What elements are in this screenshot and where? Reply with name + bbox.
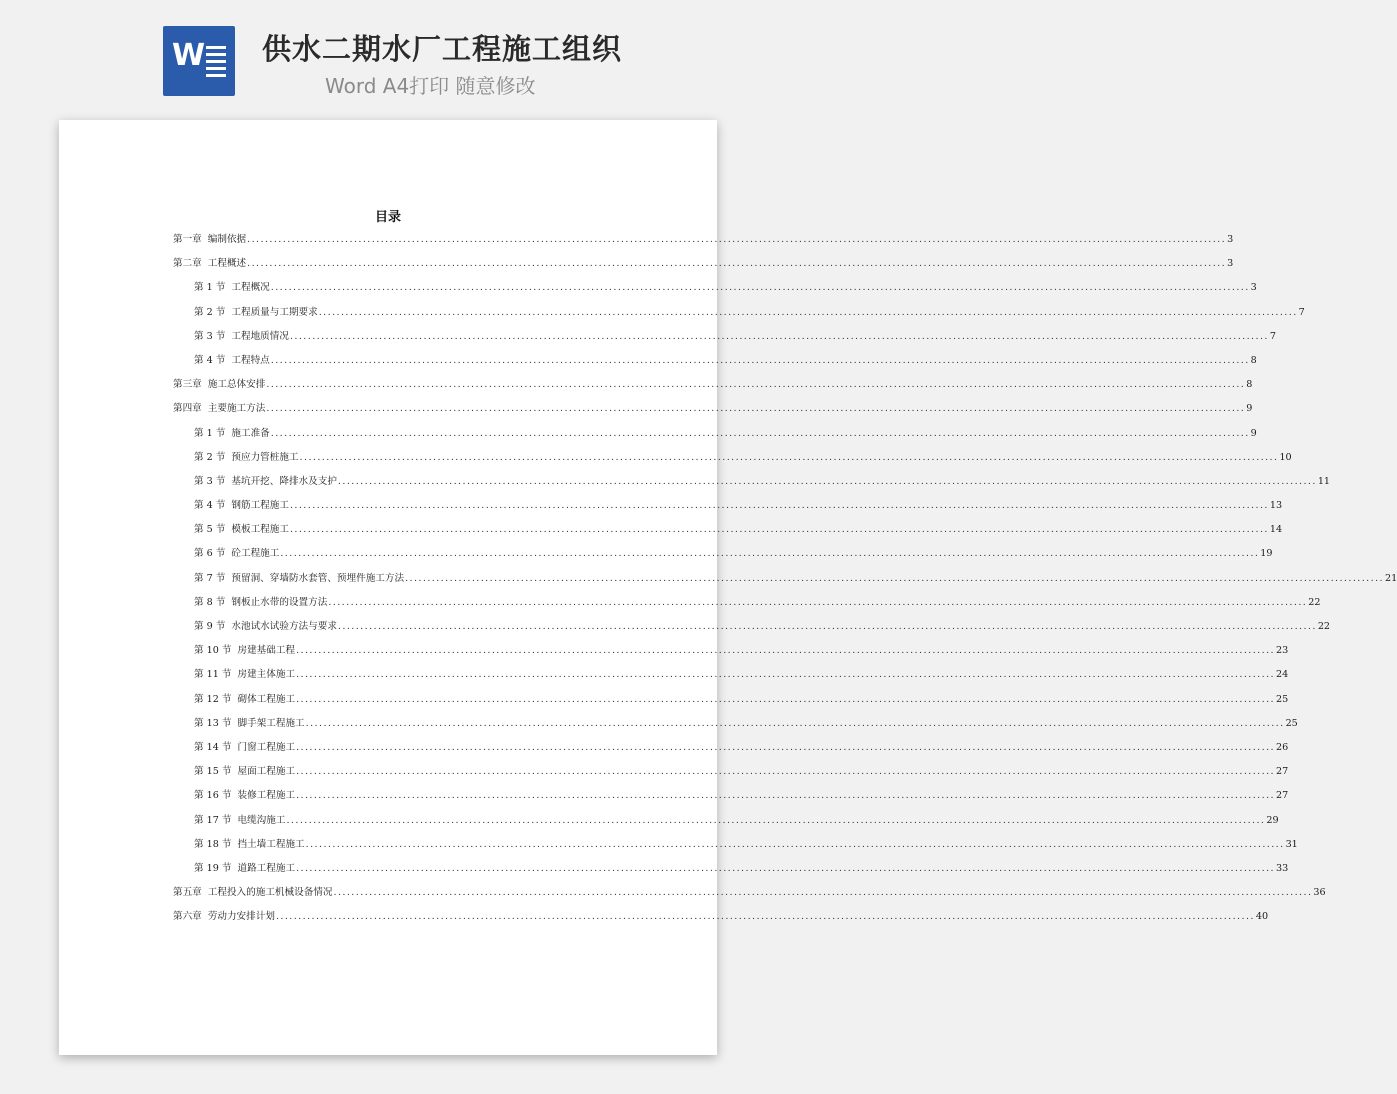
- toc-entry[interactable]: [173, 425, 1257, 449]
- toc-entry-number: 第 15 节: [194, 766, 232, 778]
- toc-entry-number: 第 2 节: [194, 451, 226, 463]
- toc-entry-label: [194, 328, 289, 342]
- toc-entry-number: 第 4 节: [194, 500, 226, 512]
- toc-entry[interactable]: [173, 352, 1257, 376]
- toc-entry-page-number: 22: [1317, 621, 1331, 632]
- toc-leader-dots: ............................................................................................................................................................................................................................: [289, 330, 1269, 342]
- toc-leader-dots: ............................................................................................................................................................................................................................: [270, 427, 1250, 439]
- toc-leader-dots: ............................................................................................................................................................................................................................: [405, 572, 1384, 584]
- toc-entry[interactable]: [173, 739, 1289, 763]
- toc-entry-label: [173, 400, 265, 414]
- toc-entry-label: [173, 376, 265, 390]
- toc-entry-title: 工程投入的施工机械设备情况: [207, 887, 333, 899]
- toc-leader-dots: ............................................................................................................................................................................................................................: [266, 379, 1246, 391]
- toc-leader-dots: ............................................................................................................................................................................................................................: [296, 790, 1275, 802]
- toc-entry-number: 第二章: [173, 258, 202, 270]
- toc-entry-label: [194, 642, 295, 656]
- toc-entry-title: 预应力管桩施工: [231, 451, 299, 463]
- toc-entry-title: 模板工程施工: [231, 524, 289, 536]
- toc-entry-number: 第 2 节: [194, 306, 226, 318]
- toc-entry-label: [194, 279, 270, 293]
- toc-entry-title: 电缆沟施工: [237, 814, 286, 826]
- toc-entry-label: [194, 666, 295, 680]
- toc-entry-page-number: 29: [1266, 814, 1279, 826]
- toc-entry-page-number: 31: [1285, 838, 1298, 850]
- toc-entry[interactable]: [173, 691, 1289, 715]
- table-of-contents: [173, 231, 1397, 932]
- toc-entry-label: [194, 449, 299, 463]
- toc-entry[interactable]: [173, 279, 1257, 303]
- toc-entry-number: 第 14 节: [194, 741, 232, 753]
- toc-entry-title: 工程概况: [231, 282, 270, 294]
- toc-entry-number: 第一章: [173, 234, 202, 245]
- toc-entry[interactable]: [173, 255, 1234, 279]
- toc-entry-number: 第 12 节: [194, 693, 232, 705]
- toc-entry-title: 门窗工程施工: [237, 741, 296, 753]
- toc-leader-dots: ............................................................................................................................................................................................................................: [337, 475, 1317, 487]
- toc-entry[interactable]: [173, 328, 1276, 352]
- toc-entry[interactable]: [173, 642, 1289, 666]
- toc-entry-label: [194, 787, 295, 801]
- toc-entry-label: [194, 860, 295, 874]
- toc-entry-title: 装修工程施工: [237, 790, 296, 802]
- toc-leader-dots: ............................................................................................................................................................................................................................: [289, 500, 1269, 512]
- toc-entry[interactable]: [173, 666, 1289, 690]
- toc-entry[interactable]: [173, 545, 1273, 569]
- toc-entry[interactable]: [173, 594, 1321, 618]
- toc-entry-page-number: 21: [1384, 572, 1397, 584]
- toc-entry-title: 编制依据: [207, 234, 247, 245]
- toc-entry-label: [173, 231, 246, 245]
- toc-entry-label: [173, 884, 333, 898]
- toc-entry-page-number: 7: [1298, 306, 1305, 318]
- toc-leader-dots: ............................................................................................................................................................................................................................: [296, 645, 1275, 657]
- toc-leader-dots: ............................................................................................................................................................................................................................: [247, 234, 1227, 245]
- toc-leader-dots: ............................................................................................................................................................................................................................: [289, 524, 1269, 536]
- toc-entry[interactable]: [173, 763, 1289, 787]
- toc-entry[interactable]: [173, 884, 1326, 908]
- toc-entry-page-number: 3: [1227, 234, 1234, 245]
- toc-entry-title: 道路工程施工: [237, 862, 296, 874]
- toc-entry-number: 第四章: [173, 403, 202, 415]
- document-page: [59, 120, 1397, 1055]
- toc-entry-number: 第 8 节: [194, 596, 226, 608]
- toc-entry-number: 第 9 节: [194, 621, 226, 632]
- toc-entry-page-number: 7: [1269, 330, 1276, 342]
- toc-entry-page-number: 8: [1250, 354, 1257, 366]
- toc-entry-label: [194, 545, 279, 559]
- toc-leader-dots: ............................................................................................................................................................................................................................: [305, 838, 1285, 850]
- toc-entry-label: [194, 352, 270, 366]
- toc-entry-number: 第 13 节: [194, 717, 232, 729]
- toc-leader-dots: ............................................................................................................................................................................................................................: [247, 258, 1227, 270]
- toc-entry-label: [194, 715, 305, 729]
- toc-entry-title: 屋面工程施工: [237, 766, 296, 778]
- toc-entry-label: [194, 594, 327, 608]
- toc-entry-number: 第 6 节: [194, 548, 226, 560]
- toc-entry-page-number: 33: [1275, 862, 1289, 874]
- toc-entry-number: 第 3 节: [194, 475, 226, 487]
- toc-entry-label: [173, 908, 275, 922]
- toc-entry-title: 房建基础工程: [237, 645, 296, 657]
- toc-entry-title: 挡土墙工程施工: [237, 838, 305, 850]
- toc-leader-dots: ............................................................................................................................................................................................................................: [296, 669, 1275, 681]
- toc-leader-dots: ............................................................................................................................................................................................................................: [286, 814, 1266, 826]
- toc-leader-dots: ............................................................................................................................................................................................................................: [296, 693, 1275, 705]
- toc-entry-number: 第 5 节: [194, 524, 226, 536]
- toc-leader-dots: ............................................................................................................................................................................................................................: [296, 741, 1275, 753]
- toc-entry-number: 第 7 节: [194, 572, 226, 584]
- toc-leader-dots: ............................................................................................................................................................................................................................: [305, 717, 1285, 729]
- toc-entry[interactable]: [173, 812, 1279, 836]
- toc-entry-title: 施工总体安排: [207, 379, 266, 391]
- toc-entry-number: 第 17 节: [194, 814, 232, 826]
- toc-entry-page-number: 14: [1269, 524, 1283, 536]
- toc-entry-label: [194, 812, 285, 826]
- toc-entry[interactable]: [173, 715, 1298, 739]
- toc-entry-number: 第六章: [173, 911, 202, 923]
- toc-entry-label: [194, 425, 270, 439]
- toc-entry[interactable]: [173, 400, 1253, 424]
- toc-entry-title: 房建主体施工: [237, 669, 296, 681]
- toc-entry-title: 施工准备: [231, 427, 270, 439]
- toc-leader-dots: ............................................................................................................................................................................................................................: [299, 451, 1279, 463]
- toc-entry-label: [194, 304, 318, 318]
- toc-entry[interactable]: [173, 787, 1289, 811]
- toc-entry-label: [194, 473, 337, 487]
- toc-leader-dots: ............................................................................................................................................................................................................................: [266, 403, 1246, 415]
- toc-entry-page-number: 36: [1313, 887, 1326, 899]
- document-subtitle: Word A4打印 随意修改: [325, 74, 536, 98]
- toc-entry-page-number: 11: [1317, 475, 1331, 487]
- toc-leader-dots: ............................................................................................................................................................................................................................: [318, 306, 1298, 318]
- toc-entry-title: 钢板止水带的设置方法: [231, 596, 328, 608]
- toc-entry-title: 预留洞、穿墙防水套管、预埋件施工方法: [231, 572, 405, 584]
- toc-entry-page-number: 19: [1260, 548, 1273, 560]
- toc-entry-title: 工程特点: [231, 354, 270, 366]
- toc-entry-page-number: 13: [1269, 500, 1283, 512]
- toc-entry[interactable]: [173, 908, 1269, 932]
- toc-entry-label: [173, 255, 246, 269]
- toc-entry-title: 基坑开挖、降排水及支护: [231, 475, 337, 487]
- toc-leader-dots: ............................................................................................................................................................................................................................: [337, 621, 1317, 632]
- toc-entry-page-number: 25: [1275, 693, 1289, 705]
- toc-entry-page-number: 9: [1250, 427, 1257, 439]
- toc-entry-title: 工程地质情况: [231, 330, 289, 342]
- toc-entry-page-number: 22: [1308, 596, 1321, 608]
- toc-heading: 目录: [374, 210, 401, 225]
- toc-entry-label: [194, 691, 295, 705]
- toc-entry-page-number: 9: [1246, 403, 1253, 415]
- toc-entry-number: 第 1 节: [194, 427, 226, 439]
- toc-leader-dots: ............................................................................................................................................................................................................................: [296, 766, 1275, 778]
- toc-entry-number: 第 10 节: [194, 645, 232, 657]
- toc-entry-label: [194, 570, 404, 584]
- toc-entry-label: [194, 618, 337, 632]
- toc-entry[interactable]: [173, 231, 1234, 255]
- toc-entry-label: [194, 763, 295, 777]
- toc-entry[interactable]: [173, 449, 1292, 473]
- toc-entry-label: [194, 836, 305, 850]
- toc-entry-page-number: 3: [1227, 258, 1234, 270]
- toc-entry-page-number: 10: [1279, 451, 1292, 463]
- toc-entry-page-number: 24: [1275, 669, 1289, 681]
- toc-entry[interactable]: [173, 570, 1397, 594]
- toc-entry-number: 第 11 节: [194, 669, 232, 681]
- toc-entry[interactable]: [173, 473, 1331, 497]
- toc-leader-dots: ............................................................................................................................................................................................................................: [296, 862, 1275, 874]
- toc-entry-page-number: 27: [1275, 790, 1289, 802]
- toc-entry[interactable]: [173, 376, 1253, 400]
- toc-entry-page-number: 3: [1250, 282, 1257, 294]
- toc-entry[interactable]: [173, 618, 1331, 642]
- toc-leader-dots: ............................................................................................................................................................................................................................: [333, 887, 1313, 899]
- toc-entry-page-number: 8: [1246, 379, 1253, 391]
- toc-entry-number: 第 19 节: [194, 862, 232, 874]
- word-icon-letter: W: [172, 38, 206, 73]
- toc-entry-label: [194, 497, 289, 511]
- toc-entry-number: 第 16 节: [194, 790, 232, 802]
- toc-entry[interactable]: [173, 521, 1283, 545]
- toc-entry-title: 水池试水试验方法与要求: [231, 621, 337, 632]
- word-document-icon: [163, 26, 235, 96]
- toc-entry-title: 钢筋工程施工: [231, 500, 289, 512]
- word-icon-lines: [206, 46, 226, 81]
- toc-entry-label: [194, 739, 295, 753]
- toc-entry-page-number: 27: [1275, 766, 1289, 778]
- toc-entry-page-number: 25: [1285, 717, 1298, 729]
- header-banner: [0, 0, 774, 118]
- toc-entry-page-number: 26: [1275, 741, 1289, 753]
- toc-entry-title: 劳动力安排计划: [207, 911, 275, 923]
- toc-entry[interactable]: [173, 497, 1283, 521]
- toc-leader-dots: ............................................................................................................................................................................................................................: [270, 282, 1250, 294]
- toc-entry-title: 工程概述: [207, 258, 247, 270]
- document-title: 供水二期水厂工程施工组织: [262, 32, 623, 66]
- toc-entry-number: 第 4 节: [194, 354, 226, 366]
- toc-entry-page-number: 40: [1255, 911, 1269, 923]
- toc-leader-dots: ............................................................................................................................................................................................................................: [275, 911, 1255, 923]
- toc-entry[interactable]: [173, 304, 1305, 328]
- toc-leader-dots: ............................................................................................................................................................................................................................: [280, 548, 1260, 560]
- toc-entry-number: 第三章: [173, 379, 202, 391]
- toc-entry-number: 第 1 节: [194, 282, 226, 294]
- toc-entry-page-number: 23: [1275, 645, 1289, 657]
- toc-entry-title: 工程质量与工期要求: [231, 306, 318, 318]
- toc-entry-label: [194, 521, 289, 535]
- toc-leader-dots: ............................................................................................................................................................................................................................: [270, 354, 1250, 366]
- toc-entry-title: 砌体工程施工: [237, 693, 296, 705]
- toc-entry-number: 第五章: [173, 887, 202, 899]
- toc-entry-title: 主要施工方法: [207, 403, 266, 415]
- toc-entry[interactable]: [173, 836, 1298, 860]
- toc-entry[interactable]: [173, 860, 1289, 884]
- toc-entry-title: 脚手架工程施工: [237, 717, 305, 729]
- toc-entry-number: 第 3 节: [194, 330, 226, 342]
- toc-entry-title: 砼工程施工: [231, 548, 280, 560]
- toc-leader-dots: ............................................................................................................................................................................................................................: [328, 596, 1308, 608]
- toc-entry-number: 第 18 节: [194, 838, 232, 850]
